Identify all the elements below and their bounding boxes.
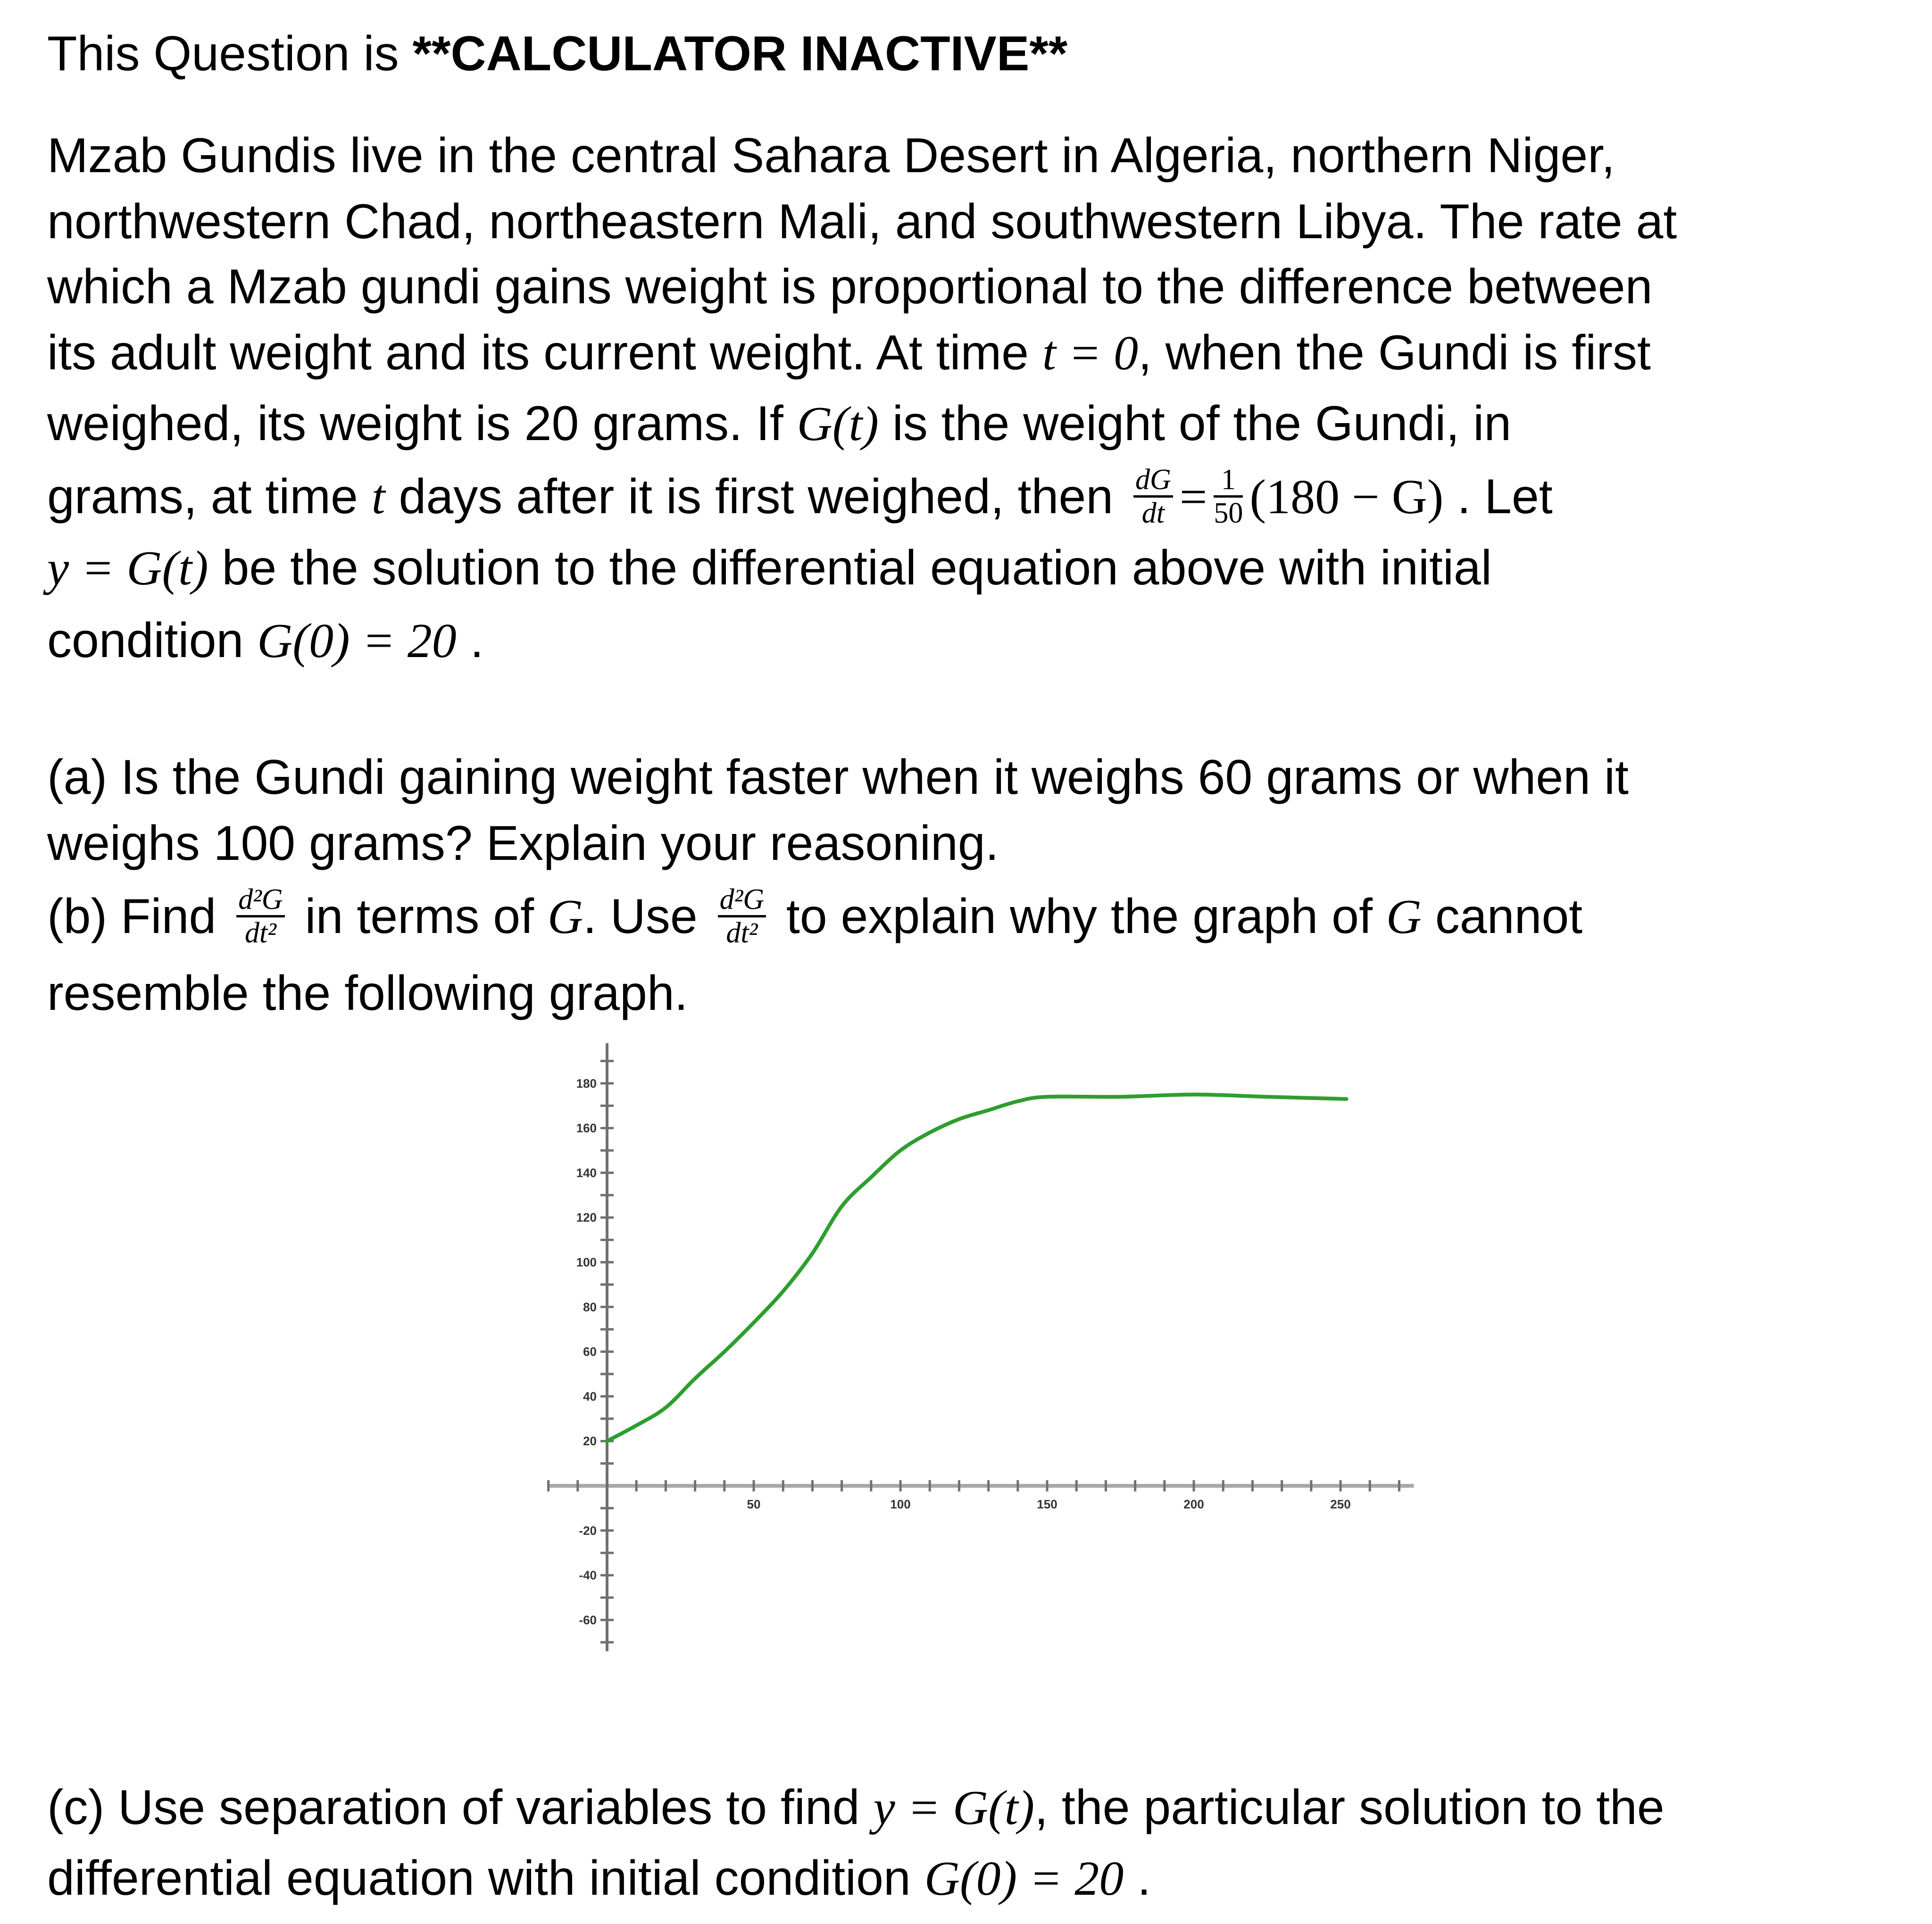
intro-line-1: Mzab Gundis live in the central Sahara Desert in Algeria, northern Niger,: [47, 128, 1615, 183]
y-tick-label: 20: [583, 1434, 597, 1449]
y-tick-label: 100: [576, 1255, 597, 1269]
text: .: [456, 613, 484, 668]
part-c-line-1: [47, 1780, 1665, 1835]
y-tick-label: -20: [579, 1523, 597, 1538]
text: (b) Find: [47, 889, 230, 944]
math-180-minus-G: (180 − G): [1249, 469, 1444, 524]
math-t-equals-0: t = 0: [1042, 326, 1138, 380]
text: is the weight of the Gundi, in: [878, 396, 1512, 451]
x-tick-label: 50: [747, 1497, 761, 1511]
y-tick-label: 140: [576, 1166, 597, 1180]
frac-denominator: dt²: [244, 917, 276, 949]
frac-denominator: dt: [1141, 497, 1165, 529]
y-tick-label: 120: [576, 1210, 597, 1225]
text: condition: [47, 613, 258, 668]
frac-numerator: 1: [1214, 465, 1243, 498]
frac-numerator: dG: [1133, 465, 1173, 498]
y-tick-label: 80: [583, 1299, 597, 1314]
intro-line-3: which a Mzab gundi gains weight is proportional to the difference between: [47, 259, 1653, 314]
notice-emphasis: **CALCULATOR INACTIVE**: [412, 26, 1068, 81]
text: , the particular solution to the: [1034, 1780, 1665, 1835]
math-G: G: [1386, 889, 1422, 944]
text: in terms of: [291, 889, 548, 944]
text: to explain why the graph of: [772, 889, 1386, 944]
y-tick-label: 60: [583, 1344, 597, 1359]
text: days after it is first weighed, then: [385, 469, 1127, 524]
text: be the solution to the differential equation above with initial: [208, 541, 1492, 595]
equals-sign: =: [1179, 469, 1208, 524]
x-tick-label: 250: [1330, 1497, 1351, 1511]
math-y-equals-G-of-t: y = G(t): [47, 541, 208, 595]
x-tick-label: 100: [890, 1497, 911, 1511]
math-G: G: [547, 889, 583, 944]
growth-curve: [607, 1095, 1346, 1441]
part-c-line-2: [47, 1851, 1151, 1906]
part-a-line-1: (a) Is the Gundi gaining weight faster when it weighs 60 grams or when it: [47, 750, 1629, 805]
text: cannot: [1421, 889, 1583, 944]
y-tick-label: 160: [576, 1121, 597, 1135]
x-tick-label: 200: [1183, 1497, 1204, 1511]
part-a-line-2: weighs 100 grams? Explain your reasoning.: [47, 816, 999, 871]
text: (c) Use separation of variables to find: [47, 1780, 874, 1835]
math-initial-condition: G(0) = 20: [924, 1851, 1124, 1906]
notice-prefix: This Question is: [47, 26, 413, 81]
frac-denominator: dt²: [726, 917, 758, 949]
text: . Use: [583, 889, 711, 944]
y-tick-label: 40: [583, 1389, 597, 1404]
text: . Let: [1443, 469, 1553, 524]
y-tick-label: -40: [579, 1568, 597, 1583]
y-tick-label: 180: [576, 1076, 597, 1091]
text: , when the Gundi is first: [1138, 325, 1651, 380]
math-t: t: [371, 469, 385, 524]
frac-numerator: d²G: [718, 885, 766, 917]
frac-denominator: 50: [1214, 497, 1243, 529]
intro-line-2: northwestern Chad, northeastern Mali, and southwestern Libya. The rate at: [47, 194, 1677, 249]
math-y-equals-G-of-t: y = G(t): [873, 1781, 1035, 1835]
math-initial-condition: G(0) = 20: [257, 614, 457, 668]
text: its adult weight and its current weight. At time: [47, 325, 1042, 380]
text: differential equation with initial condition: [47, 1851, 924, 1906]
x-tick-label: 150: [1037, 1497, 1058, 1511]
y-tick-label: -60: [579, 1613, 597, 1627]
text: grams, at time: [47, 469, 372, 524]
part-b-line-2: resemble the following graph.: [47, 966, 688, 1021]
math-G-of-t: G(t): [797, 397, 879, 451]
text: .: [1124, 1851, 1151, 1906]
frac-numerator: d²G: [236, 885, 284, 917]
text: weighed, its weight is 20 grams. If: [47, 396, 797, 451]
